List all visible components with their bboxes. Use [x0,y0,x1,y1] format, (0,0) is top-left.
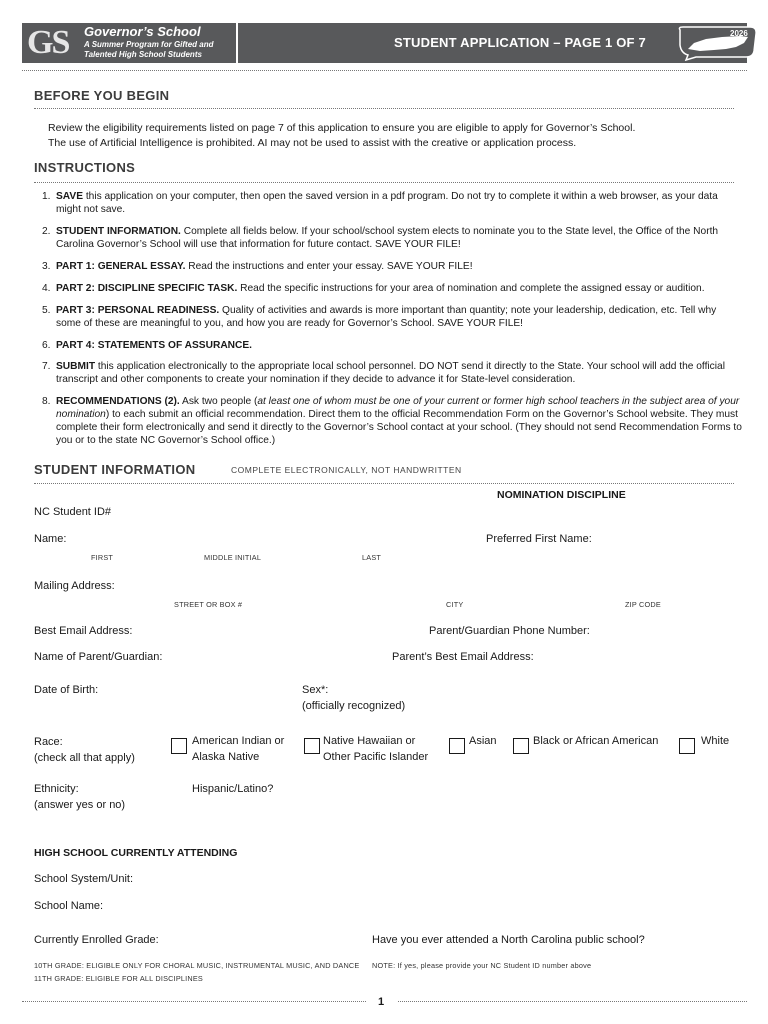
item-bold: PART 1: GENERAL ESSAY. [56,261,186,272]
grade-10-note: 10TH GRADE: ELIGIBLE ONLY FOR CHORAL MUSIC, INSTRUMENTAL MUSIC, AND DANCE [34,961,360,970]
item-text: Quality of activities and awards is more important than quantity; note your leadership, dedication, etc. Tell why some of these are meaningful to you, and how you are ready for Governor’s School. SAVE YOUR FILE! [56,305,717,329]
grade-label: Currently Enrolled Grade: [34,934,159,946]
instruction-item [42,190,742,216]
item-number: 7. [42,361,51,372]
item-bold: STUDENT INFORMATION. [56,226,181,237]
section-heading-instructions: INSTRUCTIONS [34,160,136,175]
section-heading-before: BEFORE YOU BEGIN [34,88,170,103]
sex-label: Sex*: [302,684,329,696]
student-info-subheading: COMPLETE ELECTRONICALLY, NOT HANDWRITTEN [231,465,462,475]
page-title: STUDENT APPLICATION – PAGE 1 OF 7 [394,35,646,50]
item-text: Complete all fields below. If your school/school system elects to nominate you to the State level, the Office of the North Carolina Governor’s School will use that information for future contact. SAVE YOUR FILE! [56,226,719,250]
instruction-item [42,339,742,352]
divider [22,70,747,71]
race-native-hawaiian-checkbox[interactable] [304,738,320,754]
before-line-2: The use of Artificial Intelligence is prohibited. AI may not be used to assist with the creative or application process. [48,137,577,149]
middle-initial-caption: MIDDLE INITIAL [204,553,262,562]
item-number: 5. [42,305,51,316]
divider [34,182,734,183]
logo-name: Governor’s School [84,24,201,39]
instruction-item [42,282,742,295]
badge-year: 2026 [730,29,748,38]
guardian-phone-label: Parent/Guardian Phone Number: [429,625,590,637]
item-bold: PART 4: STATEMENTS OF ASSURANCE. [56,340,253,351]
instruction-item [42,225,742,251]
logo-tagline-line-1: A Summer Program for Gifted and [84,40,214,49]
grade-11-note: 11TH GRADE: ELIGIBLE FOR ALL DISCIPLINES [34,974,203,983]
nc-public-note: NOTE: If yes, please provide your NC Student ID number above [372,961,592,970]
item-bold: PART 3: PERSONAL READINESS. [56,305,220,316]
ethnicity-note: (answer yes or no) [34,799,126,811]
item-text: Read the instructions and enter your essay. SAVE YOUR FILE! [185,261,473,272]
north-carolina-badge-icon [674,25,760,61]
item-text: Ask two people ( [179,396,258,407]
dob-label: Date of Birth: [34,684,99,696]
race-black-label: Black or African American [533,735,659,747]
race-native-hawaiian-label-2: Other Pacific Islander [323,751,429,763]
divider [34,483,734,484]
zip-caption: ZIP CODE [625,600,661,609]
instruction-item [42,260,742,273]
student-id-label: NC Student ID# [34,506,112,518]
item-italic: at least one of whom must be one of your current or former high school teachers in the subject area of your nomination [56,396,740,420]
item-bold: PART 2: DISCIPLINE SPECIFIC TASK. [56,283,238,294]
logo-tagline-line-2: Talented High School Students [84,50,202,59]
item-number: 4. [42,283,51,294]
instruction-item [42,395,742,447]
before-line-1: Review the eligibility requirements listed on page 7 of this application to ensure you are eligible to apply for Governor’s School. [48,122,636,134]
race-american-indian-checkbox[interactable] [171,738,187,754]
last-name-caption: LAST [362,553,382,562]
mailing-address-label: Mailing Address: [34,580,115,592]
ethnicity-label: Ethnicity: [34,783,79,795]
email-label: Best Email Address: [34,625,133,637]
page-number: 1 [378,996,385,1008]
race-native-hawaiian-label: Native Hawaiian or [323,735,416,747]
item-bold: SUBMIT [56,361,96,372]
before-text [48,121,748,151]
race-asian-label: Asian [469,735,497,747]
logo-tagline [84,40,214,60]
item-number: 3. [42,261,51,272]
instruction-item [42,304,742,330]
item-text: Read the specific instructions for your area of nomination and complete the assigned essay or audition. [237,283,705,294]
nc-public-school-label: Have you ever attended a North Carolina public school? [372,934,645,946]
nomination-discipline-label: NOMINATION DISCIPLINE [497,489,626,501]
parent-email-label: Parent’s Best Email Address: [392,651,534,663]
item-text: ) to each submit an official recommendation. Direct them to the official Recommendation Form on the Governor’s School website. They must complete their form electronically and send it directly to the Governor’s School contact at your school. (They should not send Recommendation Forms to you or to the state NC Governor’s School office.) [56,409,742,446]
high-school-heading: HIGH SCHOOL CURRENTLY ATTENDING [34,847,238,859]
race-white-label: White [701,735,730,747]
sex-note: (officially recognized) [302,700,406,712]
race-asian-checkbox[interactable] [449,738,465,754]
divider [34,108,734,109]
section-heading-student-info: STUDENT INFORMATION [34,462,196,477]
item-text: this application on your computer, then open the saved version in a pdf program. Do not try to complete it within a web browser, as your data might not save. [56,191,718,215]
race-american-indian-label-2: Alaska Native [192,751,260,763]
first-name-caption: FIRST [91,553,114,562]
school-name-label: School Name: [34,900,104,912]
footer-divider-right [398,1001,747,1002]
street-caption: STREET OR BOX # [174,600,243,609]
race-note: (check all that apply) [34,752,135,764]
city-caption: CITY [446,600,464,609]
page-header [22,23,747,63]
item-number: 8. [42,396,51,407]
race-white-checkbox[interactable] [679,738,695,754]
item-number: 2. [42,226,51,237]
item-text: this application electronically to the appropriate local school personnel. DO NOT send it directly to the State. Your school will add the official transcript and other components to create your nomination if they decide to advance it for State-level consideration. [56,361,725,385]
hispanic-label: Hispanic/Latino? [192,783,274,795]
race-black-checkbox[interactable] [513,738,529,754]
footer-divider-left [22,1001,366,1002]
gs-logo [22,23,238,63]
item-bold: RECOMMENDATIONS (2). [56,396,180,407]
item-number: 6. [42,340,51,351]
preferred-name-label: Preferred First Name: [486,533,592,545]
school-system-label: School System/Unit: [34,873,134,885]
instruction-item [42,360,742,386]
name-label: Name: [34,533,67,545]
item-number: 1. [42,191,51,202]
item-bold: SAVE [56,191,83,202]
guardian-name-label: Name of Parent/Guardian: [34,651,163,663]
race-label: Race: [34,736,63,748]
race-american-indian-label: American Indian or [192,735,285,747]
logo-letters: GS [27,24,69,61]
